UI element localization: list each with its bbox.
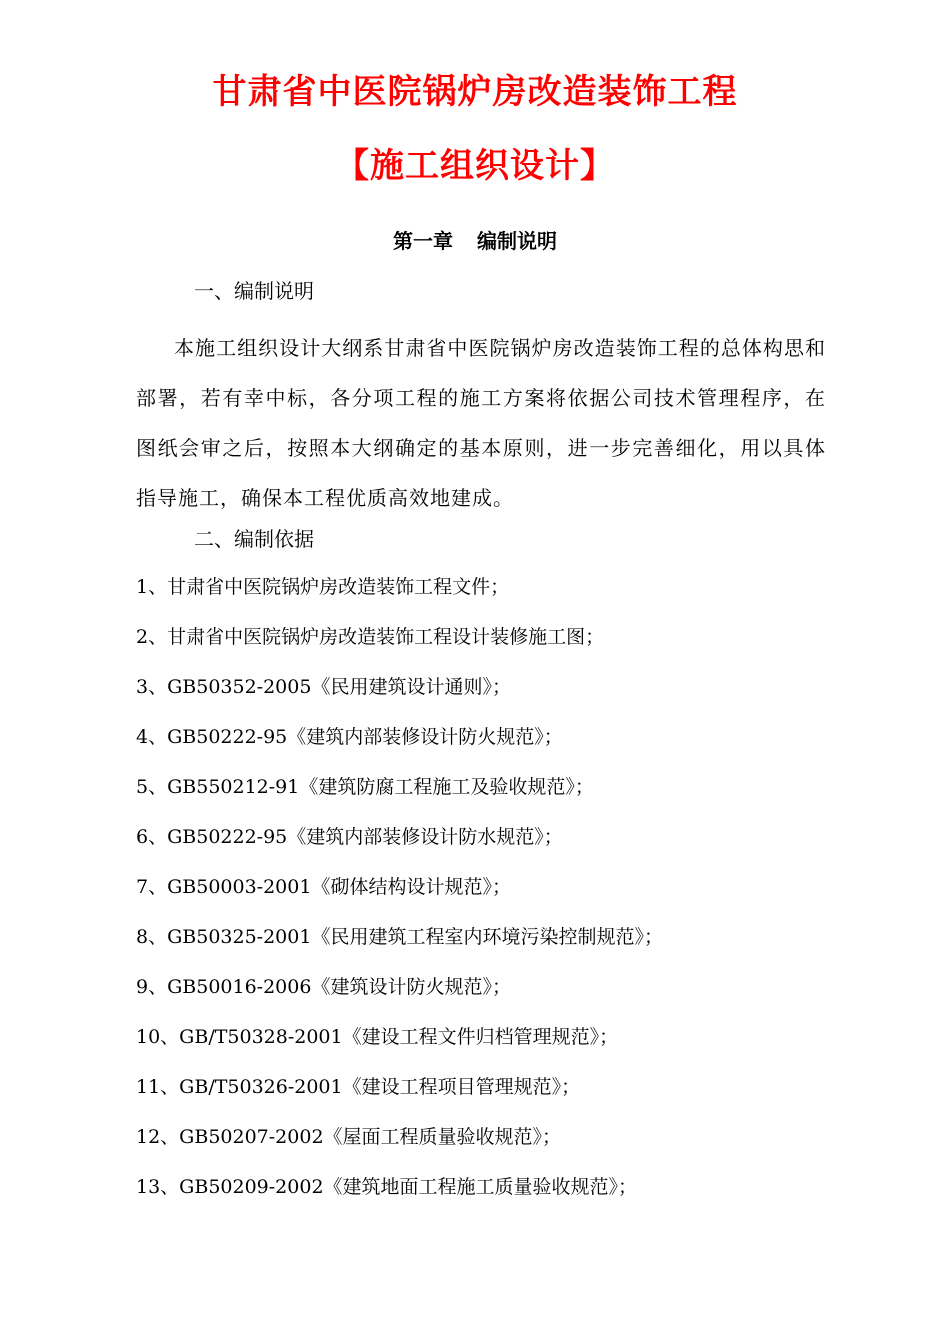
list-item: 8、GB50325-2001《民用建筑工程室内环境污染控制规范》； (136, 926, 663, 948)
chapter-name: 编制说明 (477, 229, 557, 253)
list-item: 2、甘肃省中医院锅炉房改造装饰工程设计装修施工图； (136, 626, 605, 648)
list-item: 3、GB50352-2005《民用建筑设计通则》； (136, 676, 511, 698)
list-item: 6、GB50222-95《建筑内部装修设计防水规范》； (136, 826, 563, 848)
list-item: 11、GB/T50326-2001《建设工程项目管理规范》； (136, 1076, 581, 1098)
list-item: 1、甘肃省中医院锅炉房改造装饰工程文件； (136, 576, 510, 598)
document-subtitle: 【施工组织设计】 (335, 146, 615, 186)
document-title: 甘肃省中医院锅炉房改造装饰工程 (212, 72, 738, 112)
list-item: 10、GB/T50328-2001《建设工程文件归档管理规范》； (136, 1026, 619, 1048)
section-heading-compilation-basis: 二、编制依据 (194, 527, 314, 551)
list-item: 12、GB50207-2002《屋面工程质量验收规范》； (136, 1126, 562, 1148)
compilation-basis-list (136, 572, 856, 1222)
section-heading-compilation-notes: 一、编制说明 (194, 279, 314, 303)
list-item: 13、GB50209-2002《建筑地面工程施工质量验收规范》； (136, 1176, 638, 1198)
list-item: 9、GB50016-2006《建筑设计防火规范》； (136, 976, 511, 998)
list-item: 5、GB550212-91《建筑防腐工程施工及验收规范》； (136, 776, 594, 798)
chapter-heading (0, 226, 950, 256)
compilation-notes-paragraph: 本施工组织设计大纲系甘肃省中医院锅炉房改造装饰工程的总体构思和部署，若有幸中标，各分项工程的施工方案将依据公司技术管理程序，在图纸会审之后，按照本大纲确定的基本原则，进一步完善细化，用以具体指导施工，确保本工程优质高效地建成。 (136, 336, 826, 510)
list-item: 7、GB50003-2001《砌体结构设计规范》； (136, 876, 511, 898)
chapter-number: 第一章 (393, 229, 453, 253)
list-item: 4、GB50222-95《建筑内部装修设计防火规范》； (136, 726, 563, 748)
